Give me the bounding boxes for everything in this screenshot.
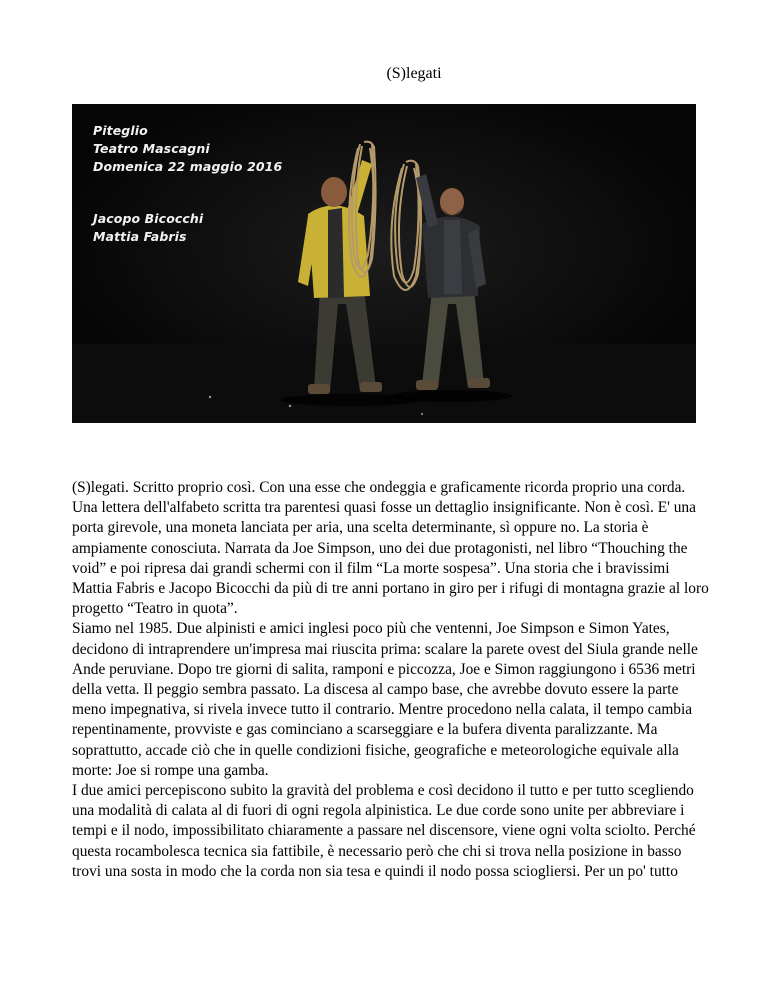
paragraph: I due amici percepiscono subito la gravità del problema e così decidono il tutto e per tutto scegliendo una modalità di calata al di fuori di ogni regola alpinistica. Le due corde sono unite per abbreviare i tempi e il nodo, impossibilitato chiaramente a passare nel discensore, viene ogni volta sciolto. Perché questa rocambolesca tecnica sia fattibile, è necessario però che chi si trova nella posizione in basso trovi una sosta in modo che la corda non sia tesa e quindi il nodo possa sciogliersi. Per un po' tutto xyxy=(72,782,696,880)
paragraph: (S)legati. Scritto proprio così. Con una esse che ondeggia e graficamente ricorda proprio una corda. Una lettera dell'alfabeto scritta tra parentesi quasi fosse un dettaglio insignificante. Non è così. E' una porta girevole, una moneta lanciata per aria, una scelta determinante, sì oppure no. La storia è ampiamente conosciuta. Narrata da Joe Simpson, uno dei due protagonisti, nel libro “Thouching the void” e poi ripresa dai grandi schermi con il film “La morte sospesa”. Una storia che i bravissimi Mattia Fabris e Jacopo Bicocchi da più di tre anni portano in giro per i rifugi di montagna grazie al loro progetto “Teatro in quota”. xyxy=(72,479,709,618)
caption-date: Domenica 22 maggio 2016 xyxy=(93,159,283,174)
page-title: (S)legati xyxy=(386,65,442,82)
performance-photo xyxy=(72,104,696,423)
caption-town: Piteglio xyxy=(93,123,148,138)
photo-caption-cast xyxy=(93,210,203,246)
paragraph: Siamo nel 1985. Due alpinisti e amici inglesi poco più che ventenni, Joe Simpson e Simon Yates, decidono di intraprendere un'impresa mai riuscita prima: scalare la parete ovest del Siula grande nelle Ande peruviane. Dopo tre giorni di salita, ramponi e piccozza, Joe e Simon raggiungono i 6536 metri della vetta. Il peggio sembra passato. La discesa al campo base, che avrebbe dovuto essere la parte meno impegnativa, si rivela invece tutto il contrario. Mentre procedono nella calata, il tempo cambia repentinamente, provviste e gas cominciano a scarseggiare e la bufera diventa paralizzante. Ma soprattutto, accade ciò che in quelle condizioni fisiche, geografiche e meteorologiche equivale alla morte: Joe si rompe una gamba. xyxy=(72,620,698,779)
caption-theatre: Teatro Mascagni xyxy=(93,141,210,156)
caption-actor-2: Mattia Fabris xyxy=(93,229,187,244)
photo-caption-venue xyxy=(93,122,282,176)
article-body xyxy=(72,478,712,882)
caption-actor-1: Jacopo Bicocchi xyxy=(93,211,204,226)
